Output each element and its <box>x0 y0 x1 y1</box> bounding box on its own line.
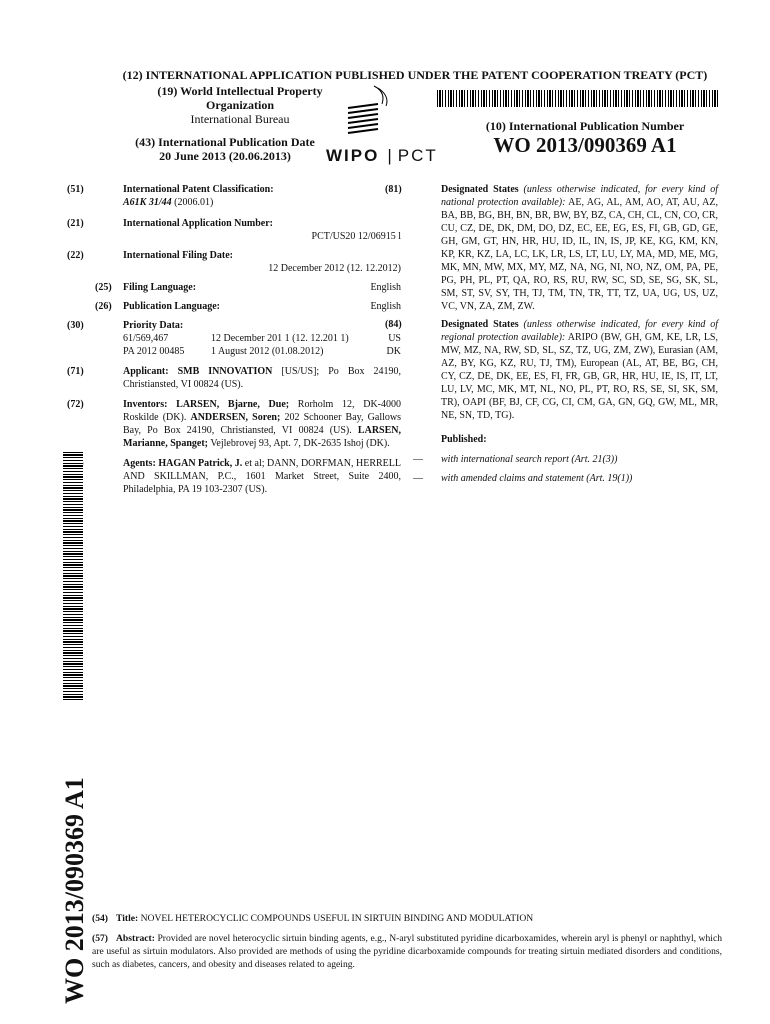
field-51-value <box>95 196 401 209</box>
wipo-wordmark: WIPO <box>326 146 380 165</box>
ipc-year: (2006.01) <box>171 197 214 208</box>
pct-wordmark: PCT <box>397 146 438 165</box>
published-text: with amended claims and statement (Art. 19(1)) <box>441 473 633 484</box>
field-30-label: Priority Data: <box>123 320 184 331</box>
field-30 <box>67 319 401 332</box>
priority-country: US <box>388 333 401 344</box>
field-54-label: Title: <box>116 913 139 924</box>
inventor-name: LARSEN, Marianne, Spanget; <box>123 425 401 449</box>
wipo-emblem-icon <box>342 82 402 144</box>
field-21-label: International Application Number: <box>123 218 274 229</box>
field-57 <box>92 932 722 971</box>
field-72-label: Inventors: <box>123 399 168 410</box>
published-label: Published: <box>441 434 487 445</box>
published-dash: — <box>413 473 423 484</box>
inventor-name: ANDERSEN, Soren; <box>190 412 281 423</box>
field-54-number: (54) <box>92 913 108 924</box>
vertical-publication-number: WO 2013/090369 A1 <box>60 777 89 1004</box>
field-72 <box>67 398 401 450</box>
wipo-divider: | <box>387 146 394 165</box>
field-81-qualifier: (unless otherwise indicated, for every kind of national protection available): <box>441 184 718 208</box>
field-74-number <box>95 457 123 470</box>
org-line-1: (19) World Intellectual Property <box>157 84 323 98</box>
field-57-label: Abstract: <box>116 933 155 944</box>
filing-date: 12 December 2012 (12. 12.2012) <box>268 263 401 274</box>
field-21-number: (21) <box>67 218 84 229</box>
inventor-address: Vejlebrovej 93, Apt. 7, DK-2635 Ishoj (DK). <box>208 438 390 449</box>
field-25 <box>95 281 401 294</box>
published-dash: — <box>413 454 423 465</box>
field-72-number: (72) <box>67 399 84 410</box>
field-71 <box>67 365 402 391</box>
inventor-name: LARSEN, Bjarne, Due; <box>176 399 290 410</box>
field-84-number: (84) <box>385 319 402 330</box>
applicant-address: [US/US]; Po Box 24190, Christiansted, VI 00824 (US). <box>123 366 402 390</box>
priority-list <box>95 332 401 358</box>
regional-states-list: ARIPO (BW, GH, GM, KE, LR, LS, MW, MZ, NA, RW, SD, SL, SZ, TZ, UG, ZM, ZW), Eurasian (AM, AZ, BY, KG, KZ, RU, TJ, TM), European (AL, AT, BE, BG, CH, CY, CZ, DE, DK, EE, ES, FI, FR, GB, GR, HR, HU, IE, IS, IT, LT, LU, LV, MC, MK, MT, NL, NO, PL, PT, RO, RS, SE, SI, SK, SM, TR), OAPI (BF, BJ, CF, CG, CI, CM, GA, GN, GQ, GW, ML, MR, NE, SN, TD, TG). <box>441 332 718 421</box>
field-74 <box>95 457 401 496</box>
wipo-logo <box>322 82 442 167</box>
publication-language: English <box>370 301 401 312</box>
abstract-text: Provided are novel heterocyclic sirtuin binding agents, e.g., N-aryl substituted pyridine dicarboxamides, wherein aryl is phenyl or naphthyl, which are useful as sirtuin modulators. Also provided are methods of using the pyridine dicarboxamide compounds for treating sirtuin mediated disorders and conditions, such as diabetes, cancers, and obesity and diseases related to ageing. <box>92 933 722 970</box>
field-51 <box>67 183 401 196</box>
pub-date-label: (43) International Publication Date <box>135 135 315 149</box>
field-26-label: Publication Language: <box>123 301 220 312</box>
field-84-label: Designated States <box>441 319 519 330</box>
priority-row <box>123 332 401 345</box>
inventor-address: 202 Schooner Bay, Gallows Bay, Po Box 24190, Christiansted, VI 00824 (US). <box>123 412 401 436</box>
field-22-label: International Filing Date: <box>123 250 233 261</box>
priority-date: 12 December 201 1 (12. 12.201 1) <box>211 333 349 344</box>
field-21 <box>67 217 401 230</box>
agent-address: et al; DANN, DORFMAN, HERRELL AND SKILLMAN, P.C., 1601 Market Street, Suite 2400, Philadelphia, PA 19 103-2307 (US). <box>123 458 401 495</box>
field-71-label: Applicant: <box>123 366 169 377</box>
applicant-name: SMB INNOVATION <box>177 366 273 377</box>
field-81-number: (81) <box>385 184 402 195</box>
publication-date-block <box>115 135 335 163</box>
pub-number: WO 2013/090369 A1 <box>493 133 677 157</box>
pub-date: 20 June 2013 (20.06.2013) <box>159 149 291 163</box>
field-22 <box>67 249 401 262</box>
published-text: with international search report (Art. 21(3)) <box>441 454 618 465</box>
field-54 <box>92 912 722 925</box>
published-item <box>413 472 718 485</box>
field-71-number: (71) <box>67 366 84 377</box>
field-81-label: Designated States <box>441 184 519 195</box>
org-line-2: Organization <box>206 98 274 112</box>
priority-date: 1 August 2012 (01.08.2012) <box>211 346 324 357</box>
organization-block <box>130 84 350 126</box>
ipc-code: A61K 31/44 <box>123 197 172 208</box>
invention-title: NOVEL HETEROCYCLIC COMPOUNDS USEFUL IN SIRTUIN BINDING AND MODULATION <box>138 913 534 924</box>
field-30-number: (30) <box>67 320 84 331</box>
field-25-number: (25) <box>95 282 112 293</box>
application-number: PCT/US20 12/06915 l <box>311 231 401 242</box>
field-51-number: (51) <box>67 184 84 195</box>
inventor-address: Rorholm 12, DK-4000 Roskilde (DK). <box>123 399 401 423</box>
priority-row <box>123 345 401 358</box>
side-barcode <box>63 452 83 700</box>
treaty-heading: (12) INTERNATIONAL APPLICATION PUBLISHED UNDER THE PATENT COOPERATION TREATY (PCT) <box>122 68 708 82</box>
agent-name: HAGAN Patrick, J. <box>158 458 243 469</box>
field-51-label: International Patent Classification: <box>123 184 274 195</box>
priority-number: PA 2012 00485 <box>123 346 185 357</box>
filing-language: English <box>370 282 401 293</box>
pub-number-label: (10) International Publication Number <box>485 119 685 133</box>
field-26 <box>95 300 401 313</box>
org-line-3: International Bureau <box>190 112 290 126</box>
field-84-qualifier: (unless otherwise indicated, for every kind of regional protection available): <box>441 319 718 343</box>
field-25-label: Filing Language: <box>123 282 197 293</box>
field-22-number: (22) <box>67 250 84 261</box>
priority-country: DK <box>386 346 401 357</box>
field-26-number: (26) <box>95 301 112 312</box>
field-57-number: (57) <box>92 933 108 944</box>
publication-barcode <box>437 90 720 107</box>
published-item <box>413 453 718 466</box>
national-states-list: AE, AG, AL, AM, AO, AT, AU, AZ, BA, BB, BG, BH, BN, BR, BW, BY, BZ, CA, CH, CL, CN, CO, CR, CU, CZ, DE, DK, DM, DO, DZ, EC, EE, EG, ES, FI, GB, GD, GE, GH, GM, GT, HN, HR, HU, ID, IL, IN, IS, JP, KE, KG, KM, KN, KP, KR, KZ, LA, LC, LK, LR, LS, LT, LU, LY, MA, MD, ME, MG, MK, MN, MW, MX, MY, MZ, NA, NG, NI, NO, NZ, OM, PA, PE, PG, PH, PL, PT, QA, RO, RS, RU, RW, SC, SD, SE, SG, SK, SL, SM, ST, SV, SY, TH, TJ, TM, TN, TR, TT, TZ, UA, UG, US, UZ, VC, VN, ZA, ZM, ZW. <box>441 197 719 312</box>
left-column <box>67 183 402 496</box>
field-74-label: Agents: <box>123 458 156 469</box>
priority-number: 61/569,467 <box>123 333 169 344</box>
